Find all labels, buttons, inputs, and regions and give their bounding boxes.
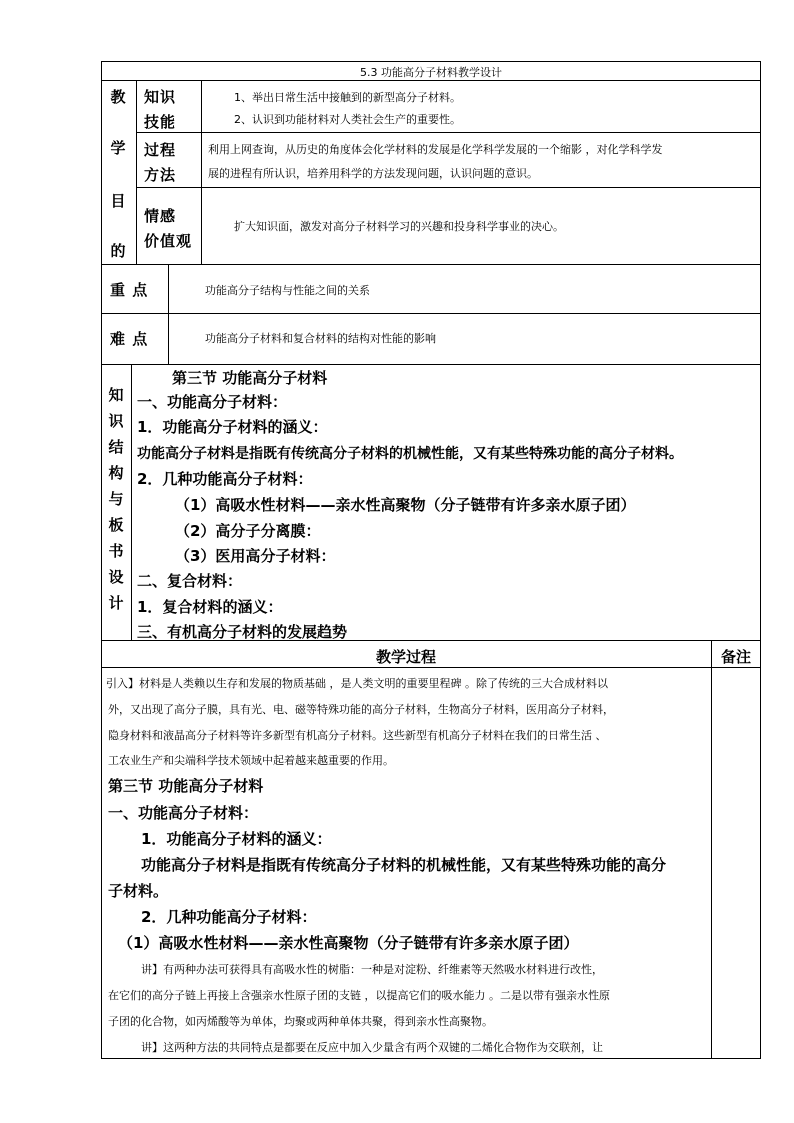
divider bbox=[136, 80, 137, 264]
board-label-char: 书 bbox=[108, 542, 124, 560]
process-label: 方法 bbox=[144, 166, 177, 184]
knowledge-item: 2、认识到功能材料对人类社会生产的重要性。 bbox=[234, 113, 461, 126]
board-line: 三、有机高分子材料的发展趋势 bbox=[137, 623, 348, 641]
process-label: 过程 bbox=[144, 141, 177, 159]
divider bbox=[101, 80, 761, 81]
board-label-char: 构 bbox=[108, 464, 124, 482]
board-label-char: 计 bbox=[108, 594, 124, 612]
board-line: （3）医用高分子材料： bbox=[175, 547, 336, 565]
divider bbox=[101, 364, 761, 365]
board-line: 1．功能高分子材料的涵义： bbox=[137, 418, 328, 436]
lecture-line: 讲】这两种方法的共同特点是都要在反应中加入少量含有两个双键的二烯化合物作为交联剂，让 bbox=[141, 1041, 603, 1054]
sub-heading: 1．功能高分子材料的涵义： bbox=[141, 830, 332, 848]
process-header: 教学过程 bbox=[375, 648, 436, 666]
goals-label-char: 目 bbox=[110, 192, 126, 210]
key-point-text: 功能高分子结构与性能之间的关系 bbox=[205, 284, 370, 297]
part-heading: 一、功能高分子材料： bbox=[108, 804, 259, 822]
board-line: 第三节 功能高分子材料 bbox=[172, 369, 328, 387]
divider bbox=[201, 80, 202, 264]
lecture-line: 子团的化合物，如丙烯酸等为单体，均聚或两种单体共聚，得到亲水性高聚物。 bbox=[108, 1015, 493, 1028]
item-heading: （1）高吸水性材料——亲水性高聚物（分子链带有许多亲水原子团） bbox=[118, 934, 579, 952]
divider bbox=[136, 187, 761, 188]
process-text: 利用上网查询，从历史的角度体会化学材料的发展是化学科学发展的一个缩影 ，对化学科学发 bbox=[208, 143, 663, 156]
board-label-char: 板 bbox=[108, 516, 124, 534]
emotion-text: 扩大知识面，激发对高分子材料学习的兴趣和投身科学事业的决心。 bbox=[234, 220, 564, 233]
process-text: 展的进程有所认识，培养用科学的方法发现问题，认识问题的意识。 bbox=[208, 167, 538, 180]
board-label-char: 知 bbox=[108, 386, 124, 404]
section-title: 第三节 功能高分子材料 bbox=[108, 777, 264, 795]
difficulty-label: 难 点 bbox=[110, 330, 149, 348]
intro-line: 引入】材料是人类赖以生存和发展的物质基础 ，是人类文明的重要里程碑 。除了传统的三大合成材料以 bbox=[106, 677, 608, 690]
intro-line: 外，又出现了高分子膜，具有光、电、磁等特殊功能的高分子材料，生物高分子材料，医用高分子材料， bbox=[108, 703, 614, 716]
definition-text: 子材料。 bbox=[108, 882, 169, 900]
board-line: 二、复合材料： bbox=[137, 572, 243, 590]
divider bbox=[101, 264, 761, 265]
board-line: （1）高吸水性材料——亲水性高聚物（分子链带有许多亲水原子团） bbox=[175, 496, 636, 514]
key-point-label: 重 点 bbox=[110, 281, 149, 299]
board-label-char: 设 bbox=[108, 568, 124, 586]
divider bbox=[131, 364, 132, 640]
board-line: 一、功能高分子材料： bbox=[137, 393, 288, 411]
emotion-label: 情感 bbox=[144, 207, 177, 225]
lecture-line: 讲】有两种办法可获得具有高吸水性的树脂：一种是对淀粉、纤维素等天然吸水材料进行改性， bbox=[141, 963, 603, 976]
intro-line: 隐身材料和液晶高分子材料等许多新型有机高分子材料。这些新型有机高分子材料在我们的日常生活 、 bbox=[108, 729, 607, 742]
divider bbox=[168, 264, 169, 364]
knowledge-label: 技能 bbox=[144, 113, 177, 131]
page-title: 5.3 功能高分子材料教学设计 bbox=[360, 66, 502, 79]
divider bbox=[101, 313, 761, 314]
knowledge-label: 知识 bbox=[144, 88, 177, 106]
board-label-char: 结 bbox=[108, 438, 124, 456]
board-line: 2．几种功能高分子材料： bbox=[137, 470, 313, 488]
goals-label-char: 教 bbox=[110, 88, 126, 106]
lecture-line: 在它们的高分子链上再接上含强亲水性原子团的支链 ，以提高它们的吸水能力 。二是以带有强亲水性原 bbox=[108, 989, 610, 1002]
intro-line: 工农业生产和尖端科学技术领域中起着越来越重要的作用。 bbox=[108, 754, 394, 767]
difficulty-text: 功能高分子材料和复合材料的结构对性能的影响 bbox=[205, 332, 436, 345]
divider bbox=[711, 640, 712, 1059]
divider bbox=[136, 132, 761, 133]
board-label-char: 识 bbox=[108, 412, 124, 430]
board-line: （2）高分子分离膜： bbox=[175, 522, 321, 540]
board-line: 功能高分子材料是指既有传统高分子材料的机械性能，又有某些特殊功能的高分子材料。 bbox=[137, 446, 683, 462]
goals-label-char: 学 bbox=[110, 139, 126, 157]
divider bbox=[101, 667, 761, 668]
sub-heading: 2．几种功能高分子材料： bbox=[141, 908, 317, 926]
board-line: 1．复合材料的涵义： bbox=[137, 598, 283, 616]
emotion-label: 价值观 bbox=[144, 232, 193, 250]
knowledge-item: 1、举出日常生活中接触到的新型高分子材料。 bbox=[234, 91, 461, 104]
divider bbox=[101, 640, 761, 641]
definition-text: 功能高分子材料是指既有传统高分子材料的机械性能，又有某些特殊功能的高分 bbox=[141, 856, 667, 874]
remarks-header: 备注 bbox=[720, 648, 751, 666]
board-label-char: 与 bbox=[108, 490, 124, 508]
goals-label-char: 的 bbox=[110, 242, 126, 260]
